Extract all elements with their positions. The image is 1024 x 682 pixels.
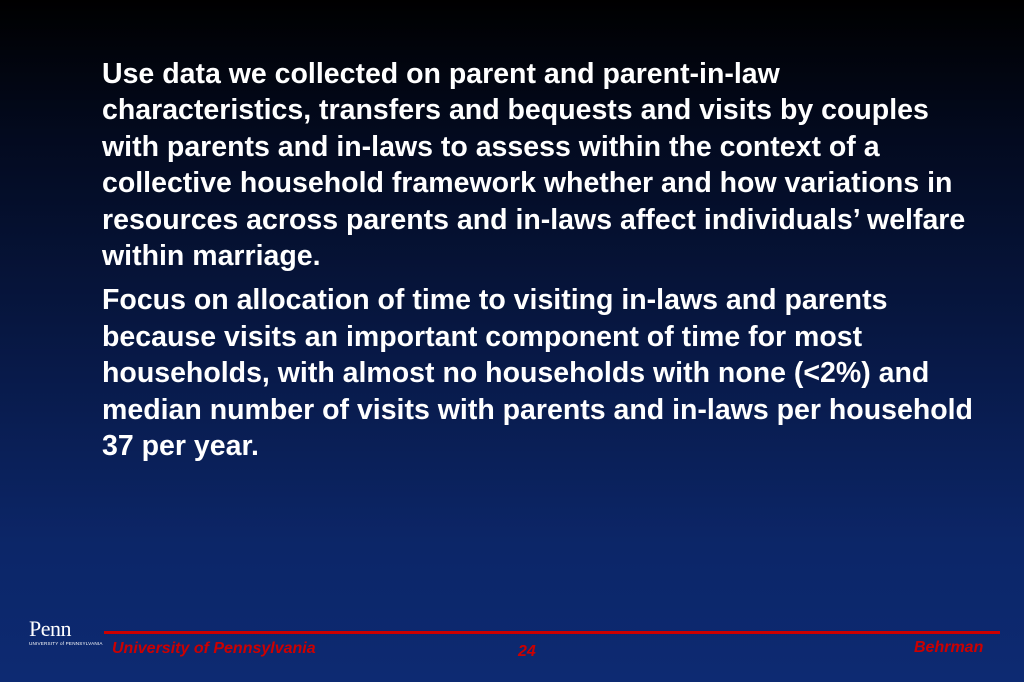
page-number: 24 bbox=[518, 643, 536, 660]
footer-author: Behrman bbox=[914, 639, 984, 656]
body-paragraph-1: Use data we collected on parent and parent-in-law characteristics, transfers and bequests and visits by couples with parents and in-laws to assess within the context of a collective household framework whether and how variations in resources across parents and in-laws affect individuals’ welfare within marriage. bbox=[102, 58, 966, 273]
slide-body bbox=[102, 56, 982, 472]
logo-subtext: UNIVERSITY of PENNSYLVANIA bbox=[29, 641, 103, 646]
penn-logo bbox=[25, 617, 101, 665]
body-paragraph-2: Focus on allocation of time to visiting in-laws and parents because visits an important component of time for most households, with almost no households with none (<2%) and median number of visits with parents and in-laws per household 37 per year. bbox=[102, 284, 973, 463]
logo-wordmark: Penn bbox=[29, 616, 71, 641]
footer-institution: University of Pennsylvania bbox=[112, 640, 316, 657]
footer-divider bbox=[104, 631, 1000, 634]
